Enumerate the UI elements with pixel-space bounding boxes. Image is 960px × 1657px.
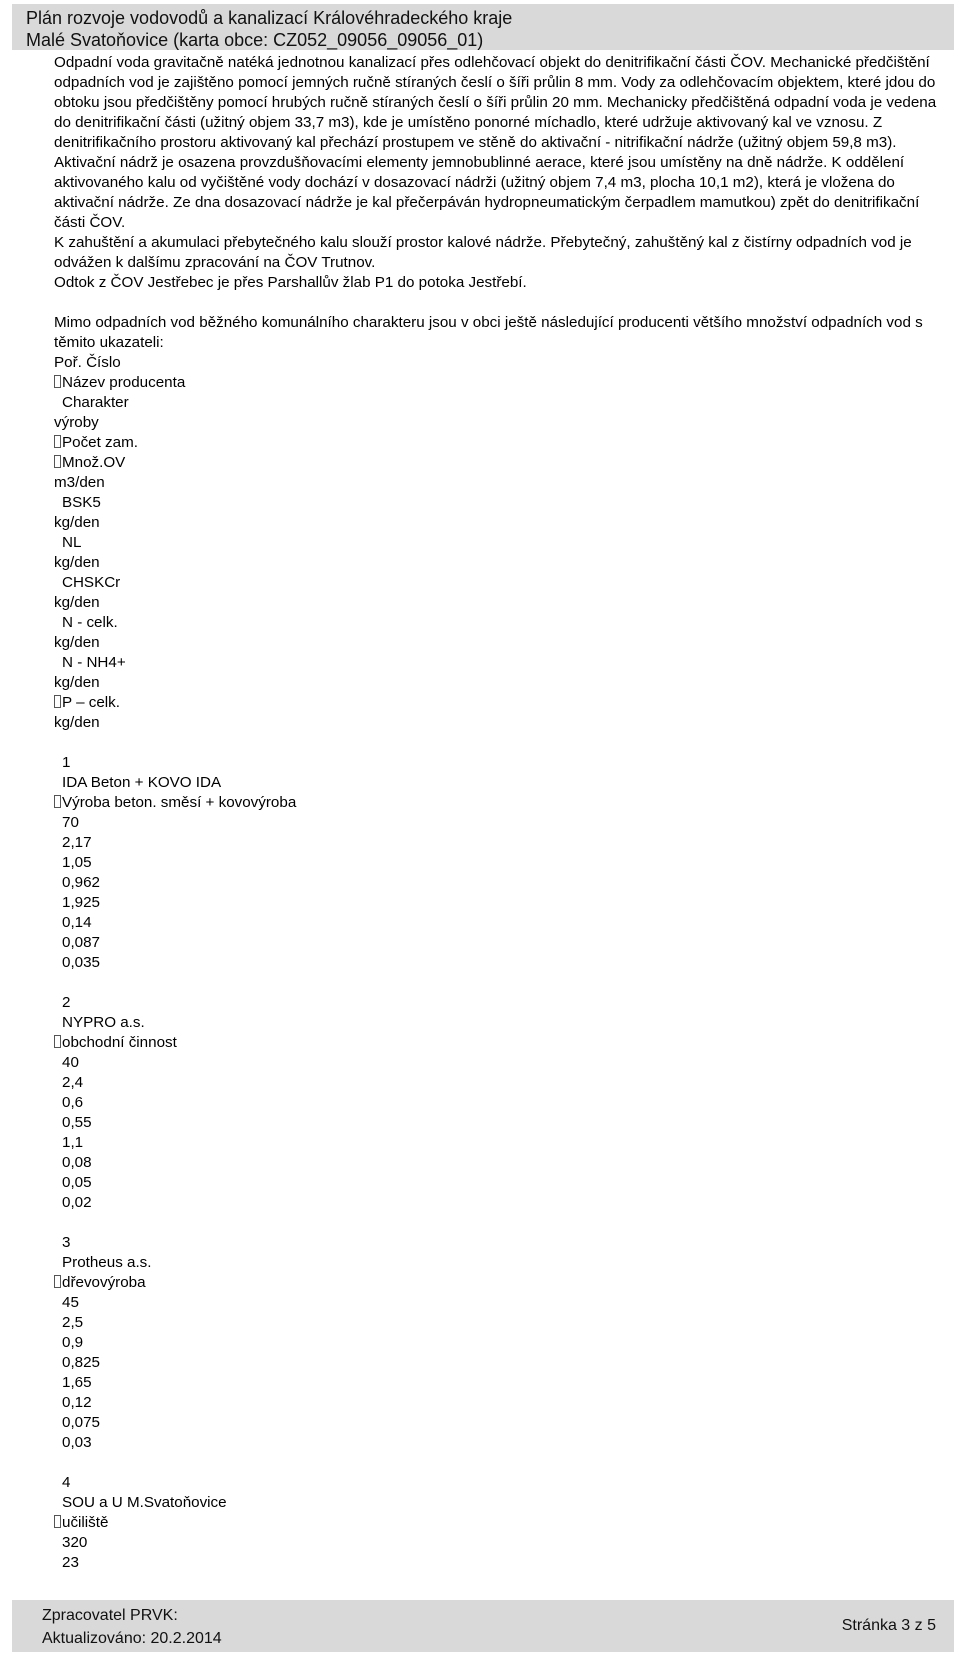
producer-value	[54, 1073, 944, 1093]
table-header-cell	[54, 613, 944, 633]
producer-value	[54, 1313, 944, 1333]
producer-value-text: 0,14	[62, 914, 92, 931]
producer-value-text: 0,9	[62, 1334, 84, 1351]
table-header-cell	[54, 553, 944, 573]
table-header-cell	[54, 533, 944, 553]
producer-number	[54, 993, 944, 1013]
missing-glyph-icon	[54, 435, 61, 448]
page-footer	[12, 1600, 954, 1652]
producer-name	[54, 1253, 944, 1273]
producer-value-text: 0,12	[62, 1394, 92, 1411]
producer-value	[54, 1553, 944, 1573]
producers-list	[54, 753, 944, 1573]
producer-value	[54, 1113, 944, 1133]
table-header-cell	[54, 393, 944, 413]
producer-name	[54, 773, 944, 793]
table-header-cell	[54, 713, 944, 733]
producer-name-text: Protheus a.s.	[62, 1254, 152, 1271]
table-header-cell-text: Název producenta	[62, 374, 186, 391]
producer-activity	[54, 793, 944, 813]
producer-activity-text: učiliště	[62, 1514, 109, 1531]
table-header-cell-text: N - NH4+	[62, 654, 126, 671]
producer-employees-text: 40	[62, 1054, 79, 1071]
table-header-cell	[54, 373, 944, 393]
table-header-cell	[54, 433, 944, 453]
producer-value-text: 0,55	[62, 1114, 92, 1131]
paragraph-outflow: Odtok z ČOV Jestřebec je přes Parshallův žlab P1 do potoka Jestřebí.	[54, 274, 527, 291]
producer-value	[54, 853, 944, 873]
producer-employees-text: 70	[62, 814, 79, 831]
table-header-cell-text: N - celk.	[62, 614, 118, 631]
producer-name-text: NYPRO a.s.	[62, 1014, 145, 1031]
table-header-cell	[54, 653, 944, 673]
table-header-cell-text: NL	[62, 534, 82, 551]
producer-value-text: 0,087	[62, 934, 101, 951]
producer-value-text: 0,05	[62, 1174, 92, 1191]
table-header-cell-text: kg/den	[54, 634, 100, 651]
table-header-cell-text: Poř. Číslo	[54, 354, 121, 371]
producer-value	[54, 833, 944, 853]
producer-value-text: 0,825	[62, 1354, 101, 1371]
producer-value	[54, 873, 944, 893]
producer-value	[54, 953, 944, 973]
table-header-cell-text: Množ.OV	[62, 454, 126, 471]
footer-page-number: Stránka 3 z 5	[841, 1617, 936, 1634]
producer-value-text: 0,075	[62, 1414, 101, 1431]
producer-activity-text: Výroba beton. směsí + kovovýroba	[62, 794, 297, 811]
producer-employees	[54, 813, 944, 833]
table-header-cell	[54, 453, 944, 473]
producer-value-text: 0,6	[62, 1094, 84, 1111]
producer-name	[54, 1493, 944, 1513]
producer-number	[54, 1473, 944, 1493]
producer-value-text: 0,08	[62, 1154, 92, 1171]
document-body	[54, 53, 944, 1573]
producer-value-text: 2,4	[62, 1074, 84, 1091]
table-header-cell	[54, 573, 944, 593]
document-title: Plán rozvoje vodovodů a kanalizací Královéhradeckého kraje	[26, 8, 513, 28]
paragraph-producers-intro: Mimo odpadních vod běžného komunálního charakteru jsou v obci ještě následující producenti většího množství odpadních vod s těmito ukazateli:	[54, 314, 923, 351]
table-header-cell	[54, 353, 944, 373]
producer-value	[54, 1093, 944, 1113]
table-header-cell	[54, 673, 944, 693]
spacer	[54, 1213, 944, 1233]
producer-row	[54, 753, 944, 973]
spacer	[54, 1453, 944, 1473]
producer-value-text: 0,03	[62, 1434, 92, 1451]
producer-activity-text: dřevovýroba	[62, 1274, 146, 1291]
producer-number-text: 2	[62, 994, 71, 1011]
missing-glyph-icon	[54, 375, 61, 388]
producer-activity	[54, 1273, 944, 1293]
table-header-cell	[54, 633, 944, 653]
producer-employees	[54, 1293, 944, 1313]
producer-value	[54, 1133, 944, 1153]
table-header-cell-text: kg/den	[54, 714, 100, 731]
producer-value-text: 2,17	[62, 834, 92, 851]
spacer	[54, 293, 944, 313]
producer-value	[54, 893, 944, 913]
table-header-cell-text: Charakter	[62, 394, 129, 411]
table-header-cell-text: kg/den	[54, 674, 100, 691]
producer-value	[54, 933, 944, 953]
producer-value	[54, 1413, 944, 1433]
producer-value	[54, 1173, 944, 1193]
table-header-cell-text: kg/den	[54, 554, 100, 571]
producer-value-text: 1,1	[62, 1134, 84, 1151]
producer-value	[54, 913, 944, 933]
producer-activity-text: obchodní činnost	[62, 1034, 177, 1051]
producer-employees	[54, 1053, 944, 1073]
producer-row	[54, 993, 944, 1213]
producer-value	[54, 1353, 944, 1373]
producer-employees-text: 320	[62, 1534, 88, 1551]
table-header-cell-text: BSK5	[62, 494, 101, 511]
producer-row	[54, 1233, 944, 1453]
missing-glyph-icon	[54, 795, 61, 808]
table-header-cell	[54, 693, 944, 713]
producer-name	[54, 1013, 944, 1033]
producer-number-text: 4	[62, 1474, 71, 1491]
producer-employees	[54, 1533, 944, 1553]
spacer	[54, 733, 944, 753]
producer-name-text: IDA Beton + KOVO IDA	[62, 774, 222, 791]
table-header-cell	[54, 513, 944, 533]
table-header-cell	[54, 473, 944, 493]
producer-value-text: 23	[62, 1554, 79, 1571]
producer-activity	[54, 1513, 944, 1533]
producers-table-header	[54, 353, 944, 733]
document-subtitle: Malé Svatoňovice (karta obce: CZ052_09056_09056_01)	[26, 30, 484, 50]
table-header-cell-text: Počet zam.	[62, 434, 138, 451]
producer-number-text: 3	[62, 1234, 71, 1251]
spacer	[54, 973, 944, 993]
missing-glyph-icon	[54, 455, 61, 468]
missing-glyph-icon	[54, 1275, 61, 1288]
table-header-cell-text: CHSKCr	[62, 574, 121, 591]
producer-value	[54, 1153, 944, 1173]
table-header-cell-text: m3/den	[54, 474, 105, 491]
paragraph-sludge: K zahuštění a akumulaci přebytečného kalu slouží prostor kalové nádrže. Přebytečný, zahuštěný kal z čistírny odpadních vod je odvážen k dalšímu zpracování na ČOV Trutnov.	[54, 234, 912, 271]
producer-value-text: 1,05	[62, 854, 92, 871]
table-header-cell-text: kg/den	[54, 594, 100, 611]
producer-value-text: 0,962	[62, 874, 101, 891]
producer-number	[54, 1233, 944, 1253]
missing-glyph-icon	[54, 1035, 61, 1048]
table-header-cell-text: P – celk.	[62, 694, 120, 711]
producer-value-text: 1,65	[62, 1374, 92, 1391]
footer-updated: Aktualizováno: 20.2.2014	[42, 1630, 222, 1647]
producer-row	[54, 1473, 944, 1573]
producer-value	[54, 1393, 944, 1413]
missing-glyph-icon	[54, 695, 61, 708]
table-header-cell-text: kg/den	[54, 514, 100, 531]
missing-glyph-icon	[54, 1515, 61, 1528]
table-header-cell	[54, 593, 944, 613]
producer-number-text: 1	[62, 754, 71, 771]
footer-author: Zpracovatel PRVK:	[42, 1607, 178, 1624]
table-header-cell	[54, 493, 944, 513]
producer-activity	[54, 1033, 944, 1053]
producer-value	[54, 1333, 944, 1353]
producer-value-text: 2,5	[62, 1314, 84, 1331]
producer-employees-text: 45	[62, 1294, 79, 1311]
producer-value-text: 0,02	[62, 1194, 92, 1211]
producer-name-text: SOU a U M.Svatoňovice	[62, 1494, 227, 1511]
producer-value	[54, 1373, 944, 1393]
table-header-cell	[54, 413, 944, 433]
paragraph-treatment-process: Odpadní voda gravitačně natéká jednotnou kanalizací přes odlehčovací objekt do denitrifikační části ČOV. Mechanické předčištění odpadních vod je zajištěno pomocí jemných ručně stíraných česlí o šíři průlin 8 mm. Vody za odlehčovacím objektem, které jdou do obtoku jsou předčištěny pomocí hrubých ručně stíraných česlí o šíři průlin 20 mm. Mechanicky předčištěná odpadní voda je vedena do denitrifikační části (užitný objem 33,7 m3), kde je umístěno ponorné míchadlo, které udržuje aktivovaný kal ve vznosu. Z denitrifikačního prostoru aktivovaný kal přechází prostupem ve stěně do aktivační - nitrifikační nádrže (užitný objem 59,8 m3). Aktivační nádrž je osazena provzdušňovacími elementy jemnobublinné aerace, které jsou umístěny na dně nádrže. K oddělení aktivovaného kalu od vyčištěné vody dochází v dosazovací nádrži (užitný objem 7,4 m3, plocha 10,1 m2), která je vložena do aktivační nádrže. Ze dna dosazovací nádrže je kal přečerpáván hydropneumatickým čerpadlem mamutkou) zpět do denitrifikační části ČOV.	[54, 54, 937, 231]
producer-value-text: 1,925	[62, 894, 101, 911]
producer-value	[54, 1433, 944, 1453]
producer-value	[54, 1193, 944, 1213]
page-header	[12, 4, 954, 50]
producer-value-text: 0,035	[62, 954, 101, 971]
table-header-cell-text: výroby	[54, 414, 99, 431]
producer-number	[54, 753, 944, 773]
